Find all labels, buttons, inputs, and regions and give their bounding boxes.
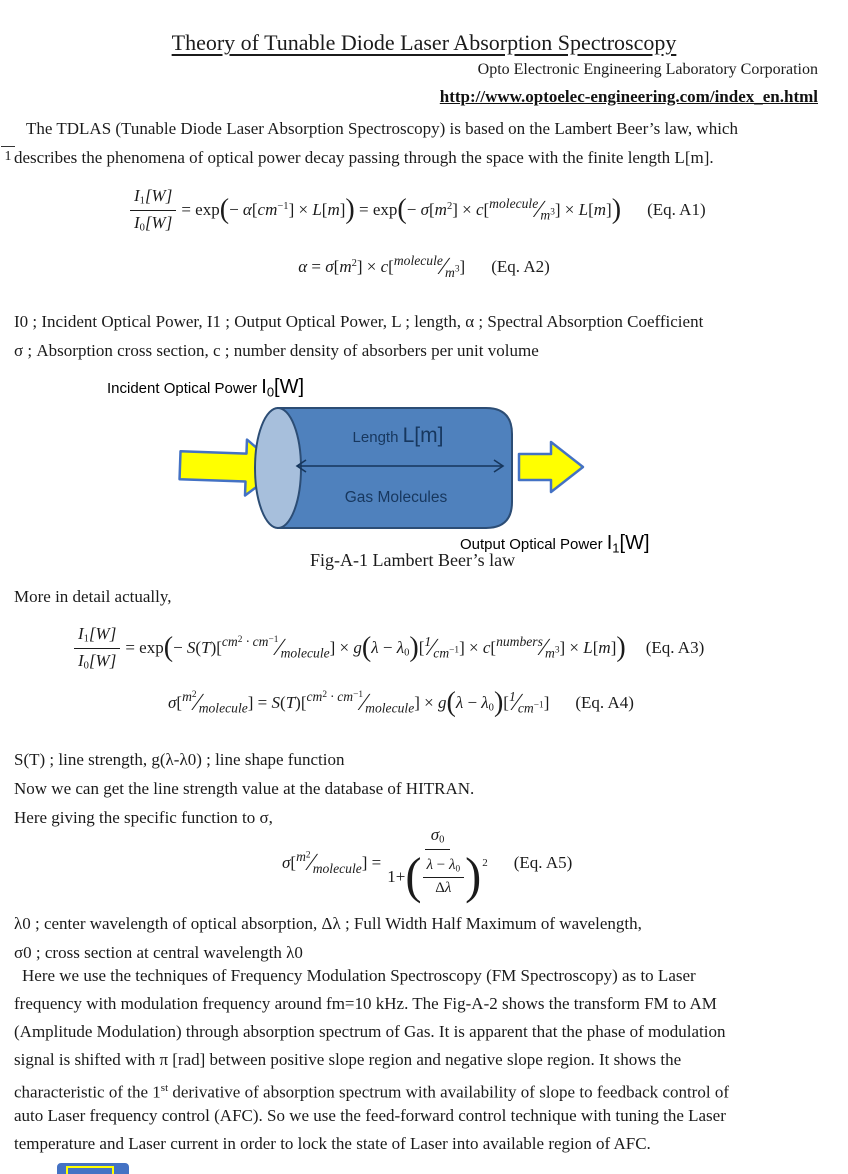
equation-a1-label: (Eq. A1) <box>647 200 706 219</box>
a5-numerator: σ0 <box>425 825 451 850</box>
page-title: Theory of Tunable Diode Laser Absorption Spectroscopy <box>171 30 677 55</box>
closing-line-5-end: derivative of absorption spectrum with availability of slope to feedback control of <box>168 1082 729 1102</box>
equation-a5-lhs: $\sigma[^{m2}∕_{molecule}]$ = <box>282 849 382 876</box>
fraction-denominator: I0[W] <box>78 650 117 672</box>
closing-line-4: signal is shifted with π [rad] between positive slope region and negative slope region. It shows the <box>14 1050 682 1069</box>
fraction-i1-over-i0 <box>130 186 176 235</box>
equation-a1-body: = $\exp(- \alpha[cm^{-1}] \times L[m]) = \exp(- \sigma[m^2]$ × $c[^{molecule}∕_m3] \times L[m]$) <box>181 194 622 225</box>
ordinal-superscript: st <box>160 1082 169 1094</box>
fraction-numerator: I1[W] <box>130 186 176 211</box>
closing-line-5 <box>14 1077 729 1104</box>
equation-a2-body: $\alpha = \sigma[m^2]$ × $c[^{molecule}∕_m3]$ <box>298 253 466 280</box>
margin-note-marker: 1 <box>1 146 15 165</box>
equation-a2-label: (Eq. A2) <box>491 257 550 276</box>
definitions-line-2: σ ; Absorption cross section, c ; number density of absorbers per unit volume <box>14 341 539 360</box>
intro-line-1: The TDLAS (Tunable Diode Laser Absorption Spectroscopy) is based on the Lambert Beer’s law, which <box>26 119 738 138</box>
a5-exponent: 2 <box>482 856 488 869</box>
equation-a3-label: (Eq. A3) <box>645 638 705 657</box>
cylinder-cap <box>255 408 301 528</box>
fraction-denominator: I0[W] <box>134 212 173 234</box>
output-power-text: Output Optical Power <box>460 536 607 553</box>
a5-close-paren: ) <box>465 848 482 904</box>
equation-a3-body: = exp(− S(T)[$^{cm2}$ · $^{cm-1}∕_{molecule}] \times g(\lambda$ − $\lambda 0)[^1∕_{cm}-1]$ × $c[^{numbers}∕_m3] \times L[m]$) <box>125 632 626 663</box>
fraction-numerator: I1[W] <box>74 624 120 649</box>
closing-line-5-start: characteristic of the 1 <box>14 1082 161 1102</box>
gas-molecules-label: Gas Molecules <box>344 489 448 506</box>
output-arrow-icon <box>519 442 583 492</box>
figure-lambert-beer-law <box>0 372 848 584</box>
closing-line-7: temperature and Laser current in order to lock the state of Laser into available region of AFC. <box>14 1134 651 1153</box>
equation-a5-label: (Eq. A5) <box>513 853 573 872</box>
incident-power-text: Incident Optical Power <box>107 380 262 397</box>
organization-name: Opto Electronic Engineering Laboratory Corporation <box>477 61 818 78</box>
notes-line-2: Now we can get the line strength value at the database of HITRAN. <box>14 779 475 798</box>
length-label: Length L[m] <box>352 424 444 447</box>
equation-a5-fraction <box>387 824 488 904</box>
next-figure-top-edge <box>57 1163 129 1174</box>
cylinder-body <box>278 408 512 528</box>
equation-a4-label: (Eq. A4) <box>575 693 634 712</box>
equation-a1 <box>130 181 706 239</box>
output-power-symbol: $I_1[W]$ <box>606 532 650 556</box>
a5-den-prefix: 1+ <box>387 866 406 886</box>
equation-a3 <box>74 620 704 676</box>
a5-denominator <box>387 848 488 904</box>
notes-line-3: Here giving the specific function to σ, <box>14 808 273 827</box>
next-figure-inner-box <box>66 1166 114 1174</box>
more-detail-line: More in detail actually, <box>14 587 172 606</box>
incident-power-symbol: $I_0[W]$ <box>261 376 305 400</box>
cylinder-graphic <box>0 372 848 577</box>
closing-line-1: Here we use the techniques of Frequency Modulation Spectroscopy (FM Spectroscopy) as to Laser <box>22 966 696 985</box>
closing-line-6: auto Laser frequency control (AFC). So we use the feed-forward control technique with tuning the Laser <box>14 1106 726 1125</box>
equation-a4-body: $\sigma[^{m2}∕_{molecule}] = S(T)[^{cm2}$ · $^{cm-1}∕_{molecule}] \times g(\lambda$ − $\lambda 0)[^1∕_{cm}-1]$ <box>168 687 550 718</box>
equation-a5 <box>282 822 572 904</box>
figure-caption: Fig-A-1 Lambert Beer’s law <box>310 550 516 570</box>
equation-a2 <box>0 250 848 284</box>
intro-line-2: describes the phenomena of optical power decay passing through the space with the finite length L[m]. <box>14 148 714 167</box>
closing-line-3: (Amplitude Modulation) through absorption spectrum of Gas. It is apparent that the phase of modulation <box>14 1022 726 1041</box>
notes-line-1: S(T) ; line strength, g(λ-λ0) ; line shape function <box>14 750 345 769</box>
closing-line-2: frequency with modulation frequency around fm=10 kHz. The Fig-A-2 shows the transform FM to AM <box>14 994 717 1013</box>
website-link[interactable]: http://www.optoelec-engineering.com/index_en.html <box>439 87 818 106</box>
fraction-i1-over-i0 <box>74 624 120 673</box>
equation-a4 <box>168 683 634 723</box>
params-line-1: λ0 ; center wavelength of optical absorption, Δλ ; Full Width Half Maximum of wavelength, <box>14 914 642 933</box>
definitions-line-1: I0 ; Incident Optical Power, I1 ; Output Optical Power, L ; length, α ; Spectral Absorption Coefficient <box>14 312 704 331</box>
a5-open-paren: ( <box>405 848 422 904</box>
params-line-2: σ0 ; cross section at central wavelength λ0 <box>14 943 303 962</box>
a5-inner-fraction: $\frac{\lambda - \lambda 0}{\Delta\lambda}$ <box>423 857 465 897</box>
